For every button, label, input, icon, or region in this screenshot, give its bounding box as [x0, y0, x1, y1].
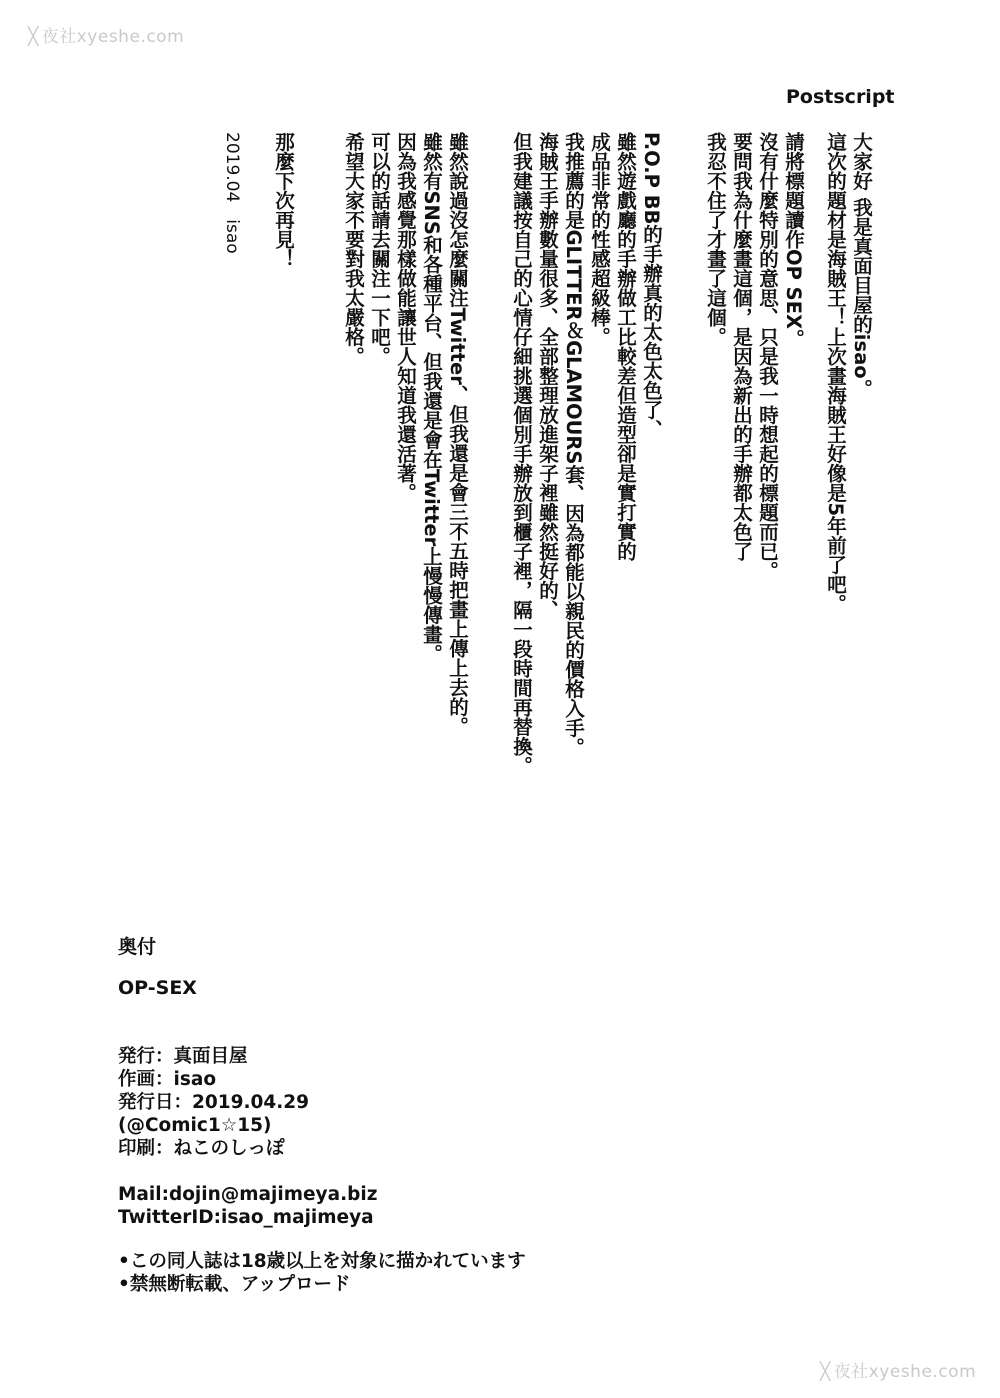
colophon-twitter: TwitterID:isao_majimeya	[118, 1207, 374, 1228]
postscript-line: 但我建議按自己的心情仔細挑選個別手辦放到櫃子裡，隔一段時間再替換。	[510, 132, 533, 776]
postscript-line: 雖然有SNS和各種平台、但我還是會在Twitter上慢慢傳畫。	[420, 132, 443, 664]
postscript-line: 我推薦的是GLITTER＆GLAMOURS套、因為都能以親民的價格入手。	[562, 132, 585, 757]
colophon-mail: Mail:dojin@majimeya.biz	[118, 1184, 378, 1205]
colophon-publisher: 発行：真面目屋	[118, 1046, 248, 1067]
postscript-line: 我忍不住了才畫了這個。	[704, 132, 727, 347]
watermark-bottom	[820, 1357, 976, 1382]
postscript-line: 雖然說過沒怎麼關注Twitter、但我還是會三不五時把畫上傳上去的。	[446, 132, 469, 736]
postscript-line: 成品非常的性感超級棒。	[588, 132, 611, 347]
postscript-line: 雖然遊戲廳的手辦做工比較差但造型卻是實打實的	[614, 132, 637, 561]
postscript-line: 可以的話請去關注一下吧。	[368, 132, 391, 366]
postscript-line: 希望大家不要對我太嚴格。	[342, 132, 365, 366]
colophon-age-notice: •この同人誌は18歳以上を対象に描かれています	[118, 1251, 526, 1272]
watermark-x-icon: ╳	[28, 27, 39, 47]
postscript-line: 要問我為什麼畫這個，是因為新出的手辦都太色了	[730, 132, 753, 561]
colophon-artist: 作画：isao	[118, 1069, 217, 1090]
colophon-heading: 奥付	[118, 936, 157, 958]
postscript-line: 請將標題讀作OP SEX。	[782, 132, 805, 349]
postscript-line: 沒有什麼特別的意思、只是我一時想起的標題而已。	[756, 132, 779, 581]
colophon-date: 発行日：2019.04.29	[118, 1092, 310, 1113]
postscript-line: 因為我感覺那樣做能讓世人知道我還活著。	[394, 132, 417, 503]
colophon-event: (@Comic1☆15)	[118, 1115, 272, 1136]
watermark-text: 夜社xyeshe.com	[833, 1362, 977, 1382]
postscript-signature: 2019.04 isao	[222, 132, 242, 254]
postscript-line: 海賊王手辦數量很多、全部整理放進架子裡雖然挺好的、	[536, 132, 559, 620]
postscript-closing: 那麼下次再見！	[272, 132, 295, 269]
colophon-reprint-notice: •禁無断転載、アップロード	[118, 1274, 351, 1295]
watermark-x-icon: ╳	[820, 1362, 831, 1382]
postscript-line: 大家好 我是真面目屋的isao。	[850, 132, 873, 399]
watermark-top	[28, 22, 184, 47]
postscript-title: Postscript	[786, 86, 895, 108]
postscript-line: 這次的題材是海賊王！上次畫海賊王好像是5年前了吧。	[824, 132, 847, 614]
colophon-book-title: OP-SEX	[118, 977, 197, 999]
postscript-line: P.O.P BB的手辦真的太色太色了、	[640, 132, 663, 439]
colophon-printer: 印刷：ねこのしっぽ	[118, 1138, 285, 1159]
watermark-text: 夜社xyeshe.com	[41, 27, 185, 47]
